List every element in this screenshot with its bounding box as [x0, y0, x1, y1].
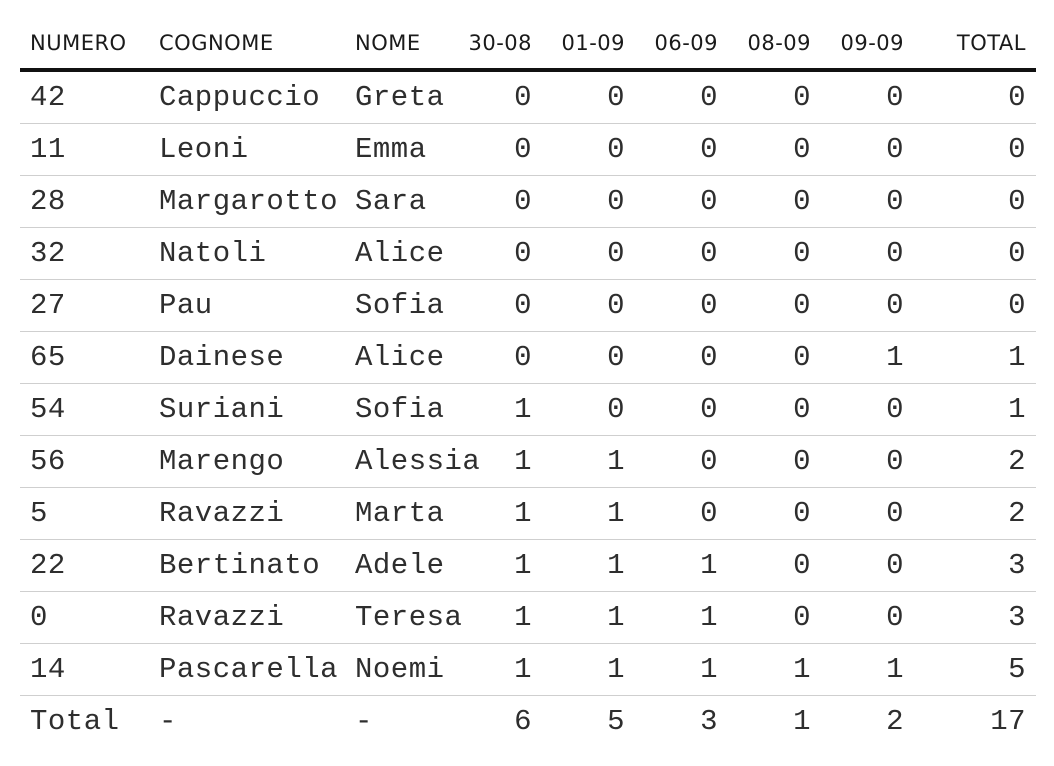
cell-06-09: 0 — [635, 228, 728, 280]
cell-numero: 65 — [20, 332, 149, 384]
cell-01-09: 5 — [607, 705, 625, 738]
cell-01-09: 1 — [542, 540, 635, 592]
cell-numero: 28 — [20, 176, 149, 228]
header-total: TOTAL — [914, 18, 1036, 70]
cell-06-09: 0 — [635, 280, 728, 332]
cell-09-09: 1 — [821, 644, 914, 696]
cell-cognome: Margarotto — [149, 176, 345, 228]
cell-30-08: 0 — [449, 176, 542, 228]
cell-numero: 32 — [20, 228, 149, 280]
cell-08-09: 0 — [728, 332, 821, 384]
cell-06-09: 0 — [635, 488, 728, 540]
cell-cognome: Suriani — [149, 384, 345, 436]
table-row — [20, 332, 1036, 384]
cell-total: 0 — [914, 280, 1036, 332]
table-row — [20, 176, 1036, 228]
cell-numero: 54 — [20, 384, 149, 436]
cell-total: 3 — [914, 540, 1036, 592]
cell-01-09: 0 — [542, 384, 635, 436]
cell-cognome: Pau — [149, 280, 345, 332]
table-row — [20, 228, 1036, 280]
cell-numero: 5 — [20, 488, 149, 540]
cell-nome: Noemi — [345, 644, 449, 696]
cell-09-09: 0 — [821, 384, 914, 436]
cell-nome: Emma — [345, 124, 449, 176]
cell-cognome: Cappuccio — [149, 70, 345, 124]
table-body — [20, 70, 1036, 747]
table-row — [20, 540, 1036, 592]
cell-06-09: 1 — [635, 644, 728, 696]
header-date-01-09: 01-09 — [542, 18, 635, 70]
cell-08-09: 0 — [728, 384, 821, 436]
header-date-09-09: 09-09 — [821, 18, 914, 70]
cell-numero: 56 — [20, 436, 149, 488]
cell-09-09: 0 — [821, 592, 914, 644]
cell-09-09: 0 — [821, 70, 914, 124]
cell-06-09: 0 — [635, 384, 728, 436]
header-cognome: COGNOME — [149, 18, 345, 70]
cell-08-09: 1 — [793, 705, 811, 738]
cell-08-09: 0 — [728, 280, 821, 332]
attendance-table-container — [20, 18, 1036, 747]
cell-total: 2 — [914, 436, 1036, 488]
cell-06-09: 0 — [635, 176, 728, 228]
cell-numero: 22 — [20, 540, 149, 592]
cell-06-09: 1 — [635, 540, 728, 592]
cell-01-09: 0 — [542, 228, 635, 280]
cell-06-09: 0 — [635, 436, 728, 488]
cell-total: 0 — [914, 124, 1036, 176]
cell-cognome: Leoni — [149, 124, 345, 176]
cell-nome: Teresa — [345, 592, 449, 644]
cell-09-09: 0 — [821, 540, 914, 592]
cell-08-09: 0 — [728, 540, 821, 592]
cell-cognome: Bertinato — [149, 540, 345, 592]
table-header — [20, 18, 1036, 70]
cell-cognome: Marengo — [149, 436, 345, 488]
cell-nome: Marta — [345, 488, 449, 540]
cell-numero: 0 — [20, 592, 149, 644]
cell-09-09: 1 — [821, 332, 914, 384]
cell-08-09: 0 — [728, 176, 821, 228]
table-row — [20, 644, 1036, 696]
cell-nome: Alice — [345, 332, 449, 384]
cell-06-09: 3 — [700, 705, 718, 738]
cell-nome: Greta — [345, 70, 449, 124]
cell-nome: Alessia — [345, 436, 449, 488]
cell-total: 2 — [914, 488, 1036, 540]
cell-total: 1 — [914, 384, 1036, 436]
header-row — [20, 18, 1036, 70]
cell-numero: 42 — [20, 70, 149, 124]
cell-nome: - — [355, 705, 373, 738]
cell-30-08: 1 — [449, 644, 542, 696]
cell-30-08: 1 — [449, 384, 542, 436]
cell-08-09: 0 — [728, 124, 821, 176]
cell-numero: 14 — [20, 644, 149, 696]
cell-01-09: 0 — [542, 332, 635, 384]
table-row — [20, 436, 1036, 488]
cell-total: 0 — [914, 228, 1036, 280]
cell-numero: Total — [30, 705, 120, 738]
cell-nome: Alice — [345, 228, 449, 280]
cell-01-09: 1 — [542, 488, 635, 540]
cell-01-09: 0 — [542, 280, 635, 332]
cell-06-09: 0 — [635, 70, 728, 124]
cell-numero: 11 — [20, 124, 149, 176]
cell-total: 5 — [914, 644, 1036, 696]
cell-cognome: Natoli — [149, 228, 345, 280]
cell-08-09: 0 — [728, 228, 821, 280]
cell-09-09: 0 — [821, 436, 914, 488]
cell-30-08: 1 — [449, 592, 542, 644]
cell-total: 0 — [914, 176, 1036, 228]
table-row — [20, 280, 1036, 332]
cell-30-08: 1 — [449, 436, 542, 488]
table-row — [20, 70, 1036, 124]
cell-09-09: 0 — [821, 228, 914, 280]
cell-cognome: Ravazzi — [149, 488, 345, 540]
cell-nome: Sofia — [345, 280, 449, 332]
header-nome: NOME — [345, 18, 449, 70]
cell-30-08: 0 — [449, 228, 542, 280]
table-row — [20, 488, 1036, 540]
cell-06-09: 1 — [635, 592, 728, 644]
table-row — [20, 384, 1036, 436]
cell-30-08: 0 — [449, 124, 542, 176]
cell-01-09: 1 — [542, 644, 635, 696]
cell-09-09: 0 — [821, 280, 914, 332]
cell-09-09: 0 — [821, 176, 914, 228]
cell-cognome: Pascarella — [149, 644, 345, 696]
table-row — [20, 124, 1036, 176]
cell-30-08: 1 — [449, 540, 542, 592]
cell-09-09: 2 — [886, 705, 904, 738]
cell-total: 3 — [914, 592, 1036, 644]
cell-30-08: 0 — [449, 280, 542, 332]
cell-09-09: 0 — [821, 124, 914, 176]
cell-30-08: 0 — [449, 70, 542, 124]
totals-row — [20, 696, 1036, 748]
cell-06-09: 0 — [635, 332, 728, 384]
cell-cognome: - — [159, 705, 177, 738]
table-row — [20, 592, 1036, 644]
cell-nome: Sofia — [345, 384, 449, 436]
cell-nome: Sara — [345, 176, 449, 228]
header-numero: NUMERO — [20, 18, 149, 70]
header-date-30-08: 30-08 — [449, 18, 542, 70]
cell-08-09: 0 — [728, 436, 821, 488]
cell-30-08: 1 — [449, 488, 542, 540]
cell-06-09: 0 — [635, 124, 728, 176]
cell-01-09: 0 — [542, 176, 635, 228]
cell-08-09: 1 — [728, 644, 821, 696]
header-date-06-09: 06-09 — [635, 18, 728, 70]
cell-30-08: 0 — [449, 332, 542, 384]
cell-01-09: 1 — [542, 436, 635, 488]
cell-total: 0 — [914, 70, 1036, 124]
cell-08-09: 0 — [728, 70, 821, 124]
cell-01-09: 0 — [542, 70, 635, 124]
header-date-08-09: 08-09 — [728, 18, 821, 70]
cell-nome: Adele — [345, 540, 449, 592]
cell-total: 17 — [990, 705, 1026, 738]
cell-cognome: Dainese — [149, 332, 345, 384]
cell-cognome: Ravazzi — [149, 592, 345, 644]
cell-01-09: 0 — [542, 124, 635, 176]
cell-30-08: 6 — [514, 705, 532, 738]
cell-08-09: 0 — [728, 488, 821, 540]
cell-numero: 27 — [20, 280, 149, 332]
cell-09-09: 0 — [821, 488, 914, 540]
cell-total: 1 — [914, 332, 1036, 384]
cell-08-09: 0 — [728, 592, 821, 644]
attendance-table — [20, 18, 1036, 747]
cell-01-09: 1 — [542, 592, 635, 644]
